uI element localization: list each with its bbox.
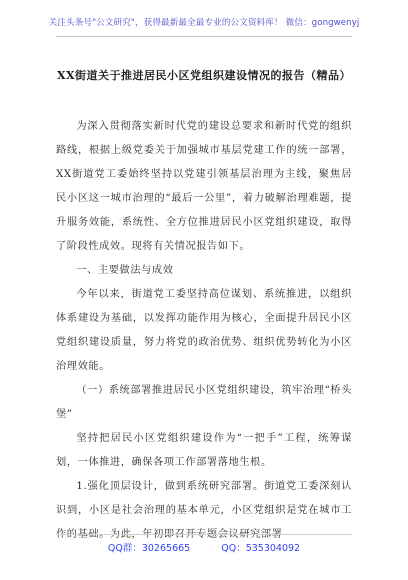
paragraph-first-hand-project: 坚持把居民小区党组织建设作为“一把手”工程，统筹谋划，一体推进，确保各项工作部署落地生根。 xyxy=(56,433,352,468)
paragraph-intro: 为深入贯彻落实新时代党的建设总要求和新时代党的组织路线，根据上级党委关于加强城市基层党建工作的统一部署，XX街道党工委始终坚持以党建引领基层治理为主线，聚焦居民小区这一城市治理的“最后一公里”，着力破解治理难题，提升服务效能，系统性、全方位推进居民小区党组织建设，取得了阶段性成效。现将有关情况报告如下。 xyxy=(56,121,352,252)
subsection-heading-1: （一）系统部署推进居民小区党组织建设，筑牢治理“桥头堡” xyxy=(56,385,352,420)
paragraph-overview: 今年以来，街道党工委坚持高位谋划、系统推进，以组织体系建设为基础，以发挥功能作用为核心，全面提升居民小区党组织建设质量，努力将党的政治优势、组织优势转化为小区治理效能。 xyxy=(56,289,352,372)
footer-contact xyxy=(0,540,408,554)
paragraph-top-level-design: 1.强化顶层设计，做到系统研究部署。街道党工委深刻认识到，小区是社会治理的基本单元，小区党组织是党在城市工作的基础。为此，年初即召开专题会议研究部署 xyxy=(56,481,352,540)
footer-qq-group: QQ群：30265665 xyxy=(107,543,191,554)
header-banner: 关注头条号"公文研究"，获得最新最全最专业的公文资料库！ 微信：gongwenyj xyxy=(48,18,360,28)
document-body xyxy=(56,115,352,547)
header-divider xyxy=(56,36,352,37)
document-title: XX街道关于推进居民小区党组织建设情况的报告（精品） xyxy=(56,69,352,82)
section-heading-main-practices: 一、主要做法与成效 xyxy=(76,265,174,276)
footer-divider xyxy=(56,534,352,535)
footer-qq-number: QQ：535304092 xyxy=(221,543,301,554)
